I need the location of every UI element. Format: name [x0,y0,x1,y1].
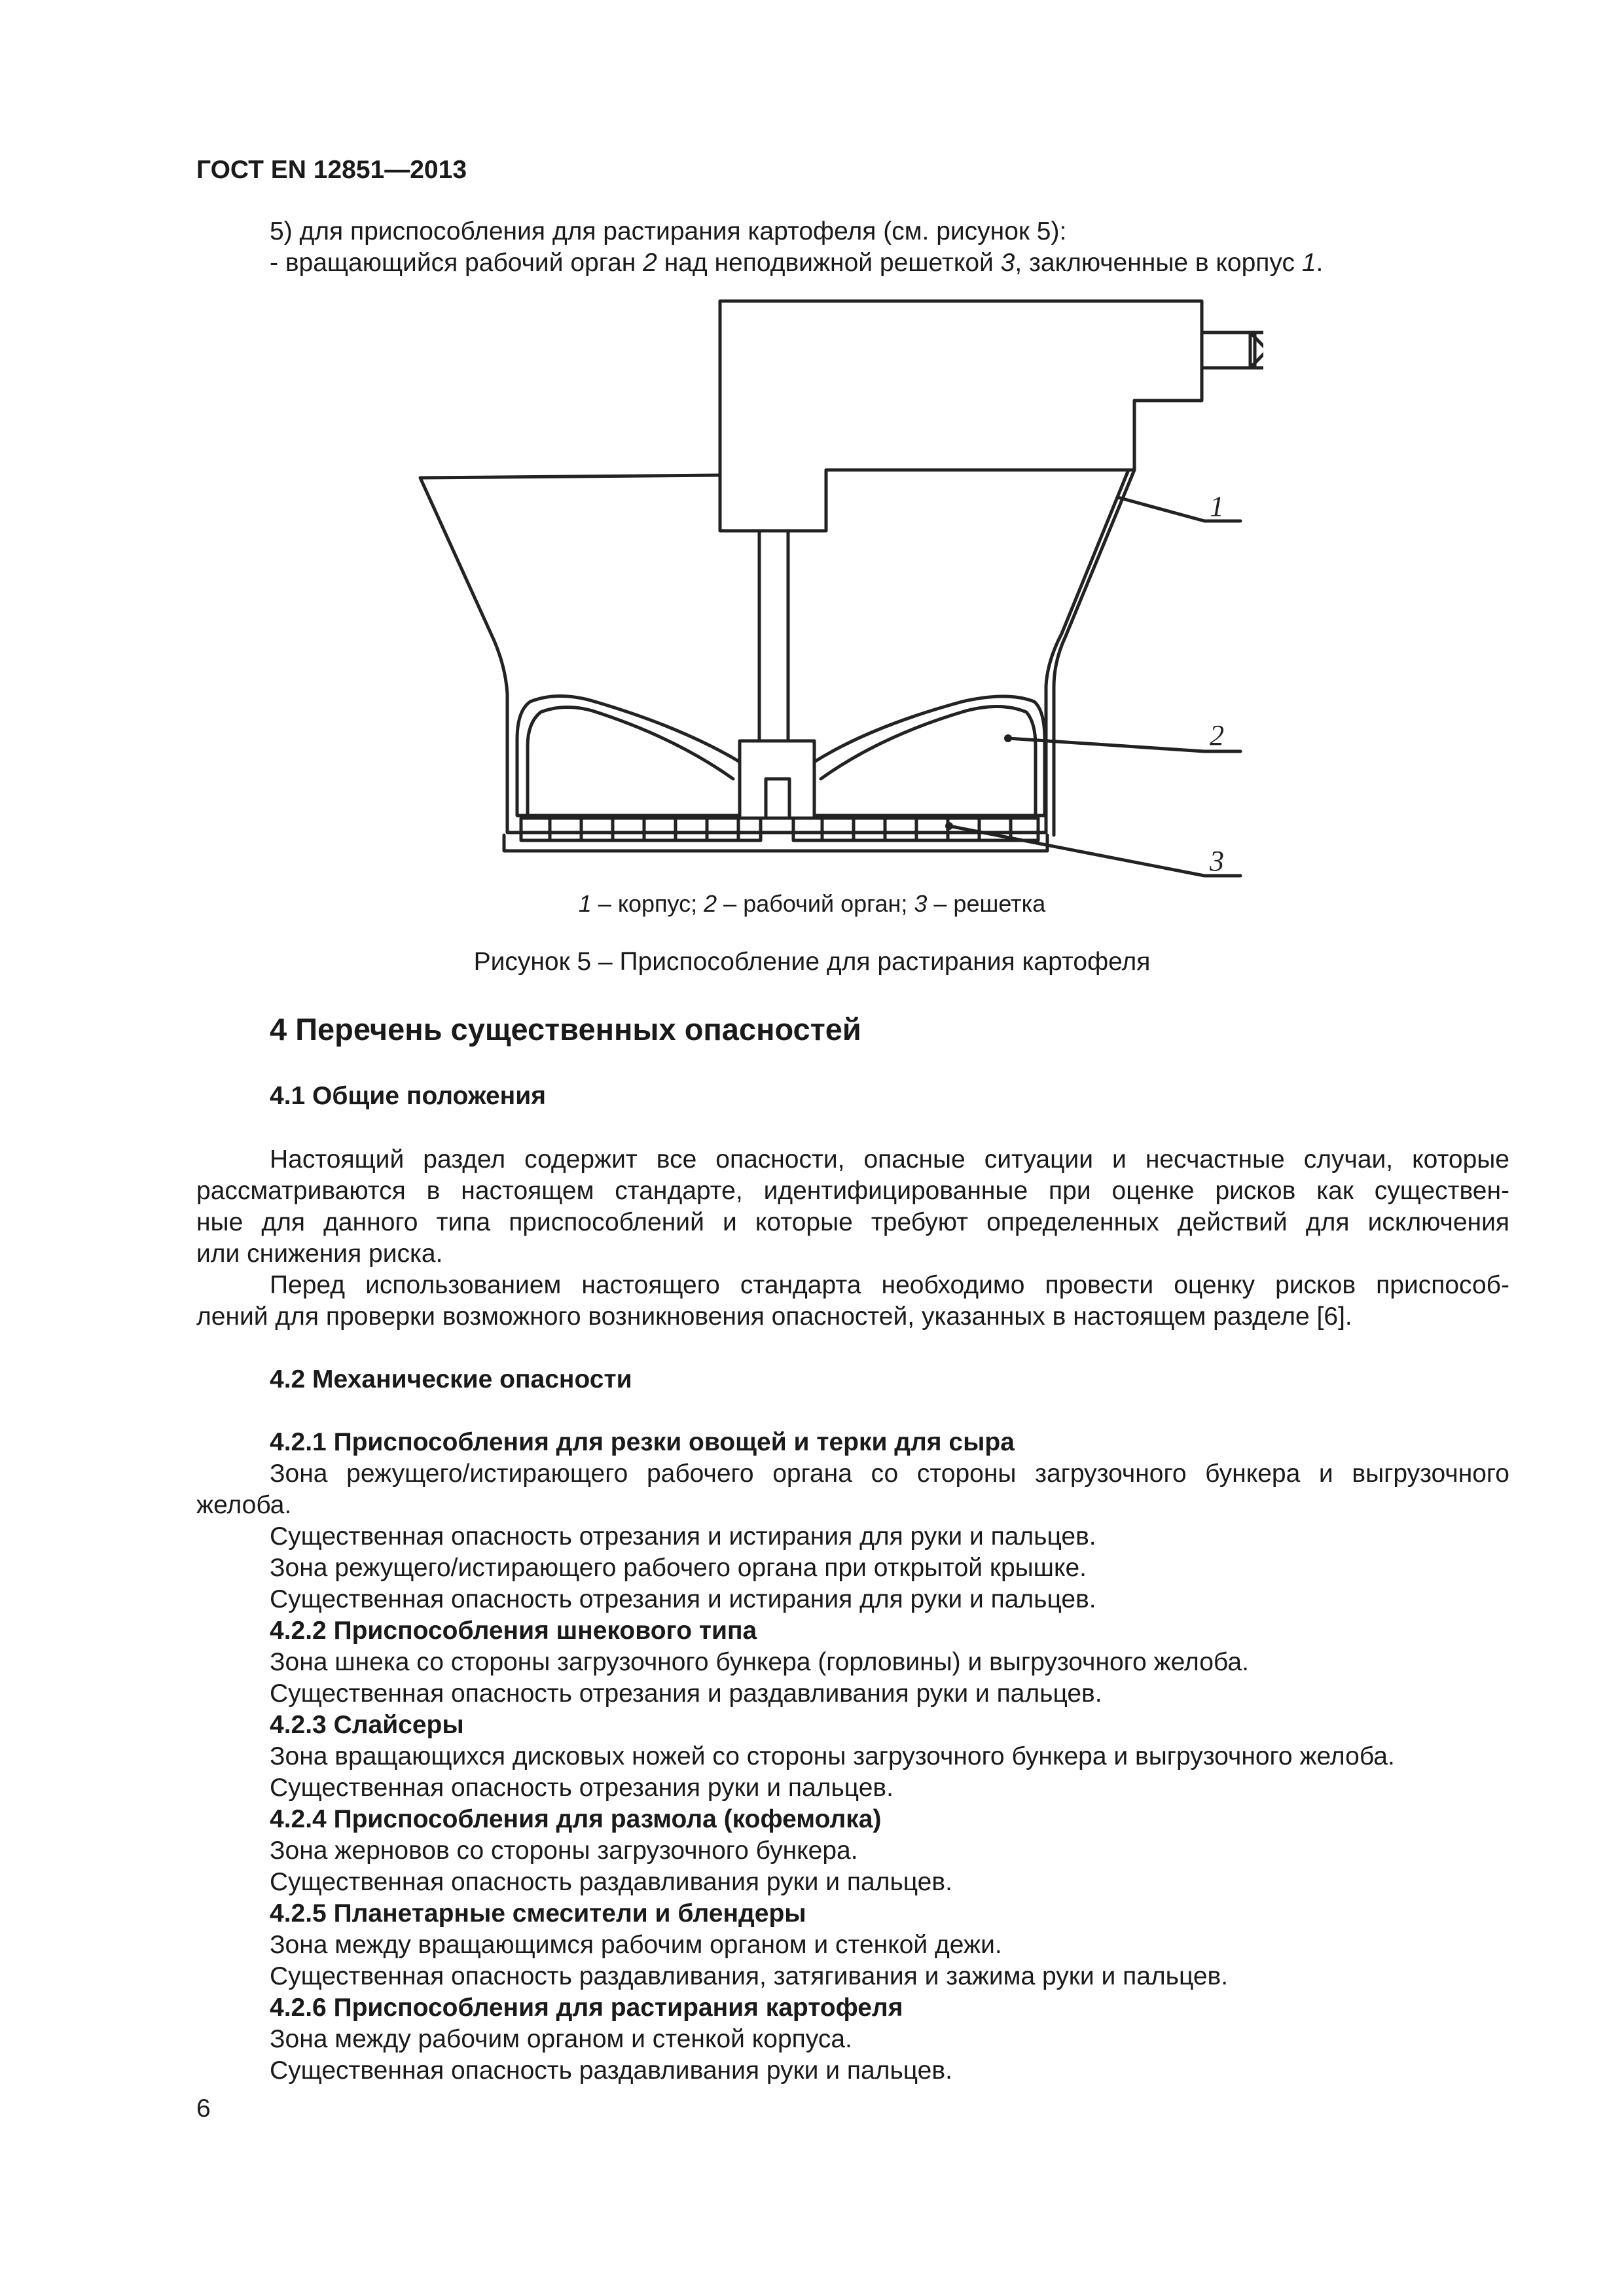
leader-2 [1008,738,1240,751]
desc-ref-1: 1 [1301,249,1316,277]
p2-line-2: лений для проверки возможного возникновения опасностей, указанных в настоящем разделе [6]. [196,1302,1352,1331]
drive-shaft [759,531,788,741]
s425-risk: Существенная опасность раздавливания, затягивания и зажима руки и пальцев. [270,1962,1229,1990]
shaft-output [1202,332,1255,368]
p1-line-1: Настоящий раздел содержит все опасности, опасные ситуации и несчастные случаи, которые [270,1145,1509,1174]
s424-risk: Существенная опасность раздавливания руки и пальцев. [270,1868,952,1896]
desc-part-b: над неподвижной решеткой [657,249,1001,277]
intro-description [270,247,1323,279]
s421-zone1-line-1: Зона режущего/истирающего рабочего органа со стороны загрузочного бункера и выгрузочного [270,1460,1509,1488]
s426-risk: Существенная опасность раздавливания руки и пальцев. [270,2056,952,2085]
right-blade [814,696,1045,816]
legend-t1: – корпус; [591,890,704,917]
s422-risk: Существенная опасность отрезания и раздавливания руки и пальцев. [270,1679,1102,1708]
s424-title: 4.2.4 Приспособления для размола (кофемолка) [270,1805,882,1833]
bowl-inner-wall [1054,470,1134,835]
s422-zone: Зона шнека со стороны загрузочного бункера (горловины) и выгрузочного желоба. [270,1648,1249,1676]
desc-ref-3: 3 [1000,249,1015,277]
s421-title: 4.2.1 Приспособления для резки овощей и терки для сыра [270,1428,1015,1456]
left-blade [517,696,740,816]
legend-t3: – решетка [927,890,1046,917]
legend-t2: – рабочий орган; [717,890,914,917]
s421-risk2: Существенная опасность отрезания и истирания для руки и пальцев. [270,1585,1096,1613]
s421-zone1-line-2: желоба. [196,1491,292,1519]
section-title: 4 Перечень существенных опасностей [270,1012,861,1047]
s422-title: 4.2.2 Приспособления шнекового типа [270,1617,757,1645]
callout-3: 3 [1210,845,1224,877]
potato-masher-drawing [406,293,1263,895]
p1-line-2: рассматриваются в настоящем стандарте, идентифицированные при оценке рисков как существен- [196,1177,1509,1205]
legend-n3: 3 [914,890,928,917]
p1-line-4: или снижения риска. [196,1240,443,1268]
callout-2: 2 [1210,719,1224,751]
p2-line-1: Перед использованием настоящего стандарта необходимо провести оценку рисков приспособ- [270,1271,1509,1299]
s424-zone: Зона жерновов со стороны загрузочного бункера. [270,1837,858,1865]
intro-item: 5) для приспособления для растирания картофеля (см. рисунок 5): [270,217,1067,245]
legend-n1: 1 [578,890,592,917]
document-code: ГОСТ EN 12851—2013 [196,156,467,184]
callout-1: 1 [1210,490,1224,522]
s425-title: 4.2.5 Планетарные смесители и блендеры [270,1899,806,1928]
s423-risk: Существенная опасность отрезания руки и пальцев. [270,1774,893,1802]
paragraph-4-1-b [196,1270,1509,1333]
figure-legend [0,889,1624,918]
desc-ref-2: 2 [643,249,657,277]
page-number: 6 [196,2094,211,2123]
s423-zone: Зона вращающихся дисковых ножей со стороны загрузочного бункера и выгрузочного желоба. [270,1742,1395,1770]
s423-title: 4.2.3 Слайсеры [270,1711,464,1739]
paragraph-4-1-a [196,1144,1509,1270]
p1-line-3: ные для данного типа приспособлений и которые требуют определенных действий для исключения [196,1208,1509,1236]
s421-zone1 [196,1458,1509,1521]
desc-part-a: - вращающийся рабочий орган [270,249,643,277]
desc-part-d: . [1316,249,1324,277]
base [504,835,1047,851]
s425-zone: Зона между вращающимся рабочим органом и стенкой дежи. [270,1931,1002,1959]
s421-zone2: Зона режущего/истирающего рабочего органа при открытой крышке. [270,1554,1087,1582]
legend-n2: 2 [704,890,717,917]
s421-risk1: Существенная опасность отрезания и истирания для руки и пальцев. [270,1522,1096,1551]
s426-title: 4.2.6 Приспособления для растирания картофеля [270,1994,903,2022]
motor-housing [720,301,1202,531]
desc-part-c: , заключенные в корпус [1015,249,1302,277]
subsection-4-2-title: 4.2 Механические опасности [270,1365,632,1393]
s426-zone: Зона между рабочим органом и стенкой корпуса. [270,2025,852,2053]
subsection-4-1-title: 4.1 Общие положения [270,1082,546,1110]
figure-caption: Рисунок 5 – Приспособление для растирания картофеля [473,948,1151,976]
